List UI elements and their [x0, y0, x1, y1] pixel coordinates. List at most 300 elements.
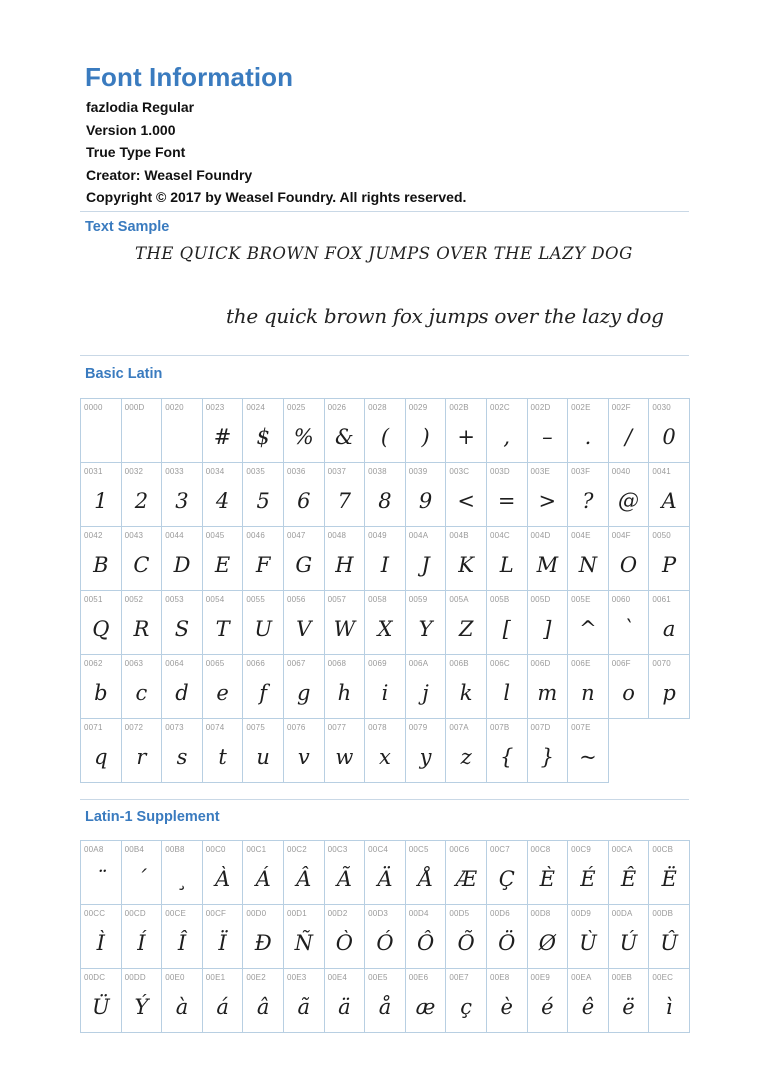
glyph-code: 00E0: [165, 973, 185, 982]
glyph-code: 002C: [489, 403, 510, 412]
glyph-code: 00E3: [286, 973, 307, 982]
glyph-sample: a: [662, 617, 676, 641]
glyph-code: 0038: [368, 467, 387, 476]
glyph-cell: [406, 591, 447, 655]
glyph-cell: [162, 969, 203, 1033]
glyph-sample: à: [175, 995, 189, 1019]
glyph-code: 0030: [652, 403, 671, 412]
glyph-code: 007D: [530, 723, 551, 732]
glyph-sample: Å: [417, 867, 434, 891]
glyph-code: 0024: [246, 403, 265, 412]
glyph-sample: W: [333, 617, 356, 641]
glyph-code: 0045: [205, 531, 225, 540]
glyph-sample: D: [173, 553, 191, 577]
glyph-code: 00C8: [530, 845, 551, 854]
glyph-cell: [284, 841, 325, 905]
glyph-code: 0000: [84, 403, 103, 412]
glyph-cell: [568, 655, 609, 719]
glyph-code: 00DA: [611, 909, 633, 918]
glyph-sample: +: [457, 425, 475, 449]
glyph-cell: [81, 591, 122, 655]
glyph-cell: [609, 463, 650, 527]
glyph-cell: [243, 591, 284, 655]
glyph-cell: [406, 655, 447, 719]
glyph-sample: r: [136, 745, 147, 769]
glyph-cell: [365, 591, 406, 655]
glyph-code: 0062: [84, 659, 103, 668]
glyph-cell: [325, 905, 366, 969]
glyph-code: 0049: [368, 531, 387, 540]
glyph-sample: u: [256, 745, 270, 769]
glyph-code: 004F: [611, 531, 631, 540]
glyph-sample: Û: [660, 931, 678, 955]
glyph-code: 0061: [652, 595, 671, 604]
glyph-sample: x: [379, 745, 391, 769]
glyph-sample: n: [581, 681, 595, 705]
glyph-sample: h: [337, 681, 352, 705]
glyph-cell: [487, 591, 528, 655]
glyph-code: 0055: [246, 595, 265, 604]
glyph-code: 00EB: [611, 973, 633, 982]
empty-cell: [609, 719, 650, 783]
glyph-code: 0076: [286, 723, 306, 732]
glyph-sample: ê: [581, 995, 595, 1019]
glyph-code: 00D1: [286, 909, 307, 918]
glyph-code: 002E: [571, 403, 591, 412]
glyph-sample: ): [421, 425, 430, 449]
glyph-cell: [365, 399, 406, 463]
glyph-cell: [325, 527, 366, 591]
glyph-cell: [325, 719, 366, 783]
glyph-code: 0059: [408, 595, 428, 604]
glyph-cell: [406, 969, 447, 1033]
glyph-code: 0056: [286, 595, 306, 604]
glyph-sample: ã: [297, 995, 311, 1019]
glyph-code: 0052: [124, 595, 144, 604]
glyph-cell: [446, 655, 487, 719]
glyph-cell: [365, 655, 406, 719]
glyph-code: 002B: [449, 403, 469, 412]
glyph-code: 0065: [205, 659, 225, 668]
glyph-cell: [81, 841, 122, 905]
glyph-code: 0026: [327, 403, 347, 412]
glyph-cell: [162, 399, 203, 463]
glyph-code: 0078: [368, 723, 387, 732]
glyph-code: 006C: [489, 659, 510, 668]
glyph-sample: F: [255, 553, 271, 577]
glyph-cell: [162, 841, 203, 905]
glyph-sample: f: [259, 681, 268, 705]
glyph-sample: ¨: [95, 867, 107, 891]
glyph-cell: [203, 655, 244, 719]
glyph-sample: B: [93, 553, 109, 577]
divider: [80, 211, 689, 212]
glyph-cell: [446, 591, 487, 655]
glyph-sample: Ì: [96, 931, 105, 955]
glyph-cell: [284, 655, 325, 719]
glyph-cell: [203, 399, 244, 463]
glyph-cell: [568, 399, 609, 463]
glyph-cell: [81, 719, 122, 783]
glyph-code: 0043: [124, 531, 144, 540]
glyph-code: 00D5: [449, 909, 470, 918]
glyph-cell: [162, 719, 203, 783]
glyph-code: 0069: [368, 659, 387, 668]
glyph-cell: [162, 905, 203, 969]
glyph-code: 0039: [408, 467, 428, 476]
glyph-sample: &: [335, 425, 354, 449]
glyph-sample: 6: [297, 489, 311, 513]
glyph-sample: i: [381, 681, 389, 705]
glyph-cell: [406, 527, 447, 591]
glyph-cell: [649, 527, 690, 591]
glyph-sample: Í: [137, 931, 146, 955]
glyph-cell: [609, 905, 650, 969]
glyph-cell: [609, 655, 650, 719]
glyph-code: 003D: [489, 467, 510, 476]
glyph-cell: [649, 399, 690, 463]
glyph-code: 00C6: [449, 845, 470, 854]
glyph-code: 007E: [571, 723, 591, 732]
glyph-code: 007A: [449, 723, 469, 732]
glyph-code: 005D: [530, 595, 551, 604]
glyph-cell: [568, 719, 609, 783]
glyph-code: 003F: [571, 467, 591, 476]
glyph-code: 0064: [165, 659, 184, 668]
glyph-cell: [528, 527, 569, 591]
glyph-code: 003E: [530, 467, 551, 476]
glyph-code: 00D3: [368, 909, 389, 918]
glyph-cell: [487, 969, 528, 1033]
glyph-sample: [: [502, 617, 511, 641]
font-type: True Type Font: [86, 144, 186, 160]
glyph-cell: [203, 463, 244, 527]
font-version: Version 1.000: [86, 121, 176, 138]
glyph-code: 00E7: [449, 973, 469, 982]
glyph-code: 00CD: [124, 909, 146, 918]
glyph-code: 00E1: [205, 973, 226, 982]
glyph-code: 00D8: [530, 909, 551, 918]
glyph-sample: <: [457, 489, 475, 513]
glyph-sample: 4: [215, 489, 230, 513]
glyph-code: 006A: [408, 659, 429, 668]
glyph-cell: [649, 591, 690, 655]
glyph-sample: È: [539, 867, 555, 891]
font-copyright: Copyright © 2017 by Weasel Foundry. All rights reserved.: [86, 189, 467, 205]
glyph-cell: [284, 399, 325, 463]
glyph-code: 006F: [611, 659, 631, 668]
glyph-code: 0072: [124, 723, 144, 732]
font-creator: Creator: Weasel Foundry: [86, 166, 253, 183]
glyph-code: 005B: [489, 595, 510, 604]
glyph-code: 0032: [124, 467, 144, 476]
glyph-sample: Z: [458, 617, 474, 641]
glyph-sample: ?: [582, 489, 594, 513]
glyph-cell: [81, 655, 122, 719]
glyph-sample: ì: [665, 995, 673, 1019]
glyph-sample: Ç: [498, 867, 515, 891]
divider: [80, 355, 689, 356]
glyph-code: 0075: [246, 723, 265, 732]
glyph-code: 0074: [205, 723, 225, 732]
glyph-cell: [243, 905, 284, 969]
glyph-sample: 7: [337, 489, 352, 513]
glyph-cell: [609, 527, 650, 591]
glyph-sample: Á: [255, 867, 271, 891]
glyph-sample: E: [214, 553, 231, 577]
glyph-cell: [649, 905, 690, 969]
glyph-code: 00DB: [652, 909, 674, 918]
glyph-code: 0070: [652, 659, 671, 668]
glyph-sample: M: [536, 553, 559, 577]
glyph-cell: [406, 719, 447, 783]
glyph-cell: [487, 841, 528, 905]
glyph-cell: [487, 905, 528, 969]
glyph-code: 00DD: [124, 973, 146, 982]
glyph-cell: [487, 655, 528, 719]
glyph-code: 00EC: [652, 973, 674, 982]
glyph-sample: á: [216, 995, 229, 1019]
glyph-cell: [325, 463, 366, 527]
glyph-code: 0029: [408, 403, 428, 412]
glyph-sample: Ð: [254, 931, 272, 955]
glyph-code: 00C7: [489, 845, 510, 854]
glyph-sample: Ø: [538, 931, 556, 955]
glyph-sample: s: [176, 745, 188, 769]
glyph-sample: L: [499, 553, 514, 577]
glyph-cell: [122, 719, 163, 783]
glyph-code: 0054: [205, 595, 225, 604]
glyph-cell: [203, 969, 244, 1033]
glyph-cell: [325, 969, 366, 1033]
glyph-code: 0053: [165, 595, 184, 604]
glyph-sample: ë: [622, 995, 635, 1019]
glyph-cell: [568, 905, 609, 969]
glyph-sample: j: [422, 681, 429, 705]
glyph-sample: é: [541, 995, 554, 1019]
glyph-cell: [122, 399, 163, 463]
glyph-code: 004A: [408, 531, 429, 540]
glyph-code: 00C9: [571, 845, 592, 854]
glyph-sample: m: [537, 681, 558, 705]
glyph-sample: T: [215, 617, 230, 641]
glyph-code: 0073: [165, 723, 184, 732]
glyph-cell: [325, 841, 366, 905]
glyph-cell: [243, 463, 284, 527]
font-name: fazlodia Regular: [86, 99, 195, 115]
glyph-sample: J: [421, 553, 430, 577]
glyph-code: 004E: [571, 531, 591, 540]
glyph-sample: 3: [175, 489, 189, 513]
glyph-cell: [609, 591, 650, 655]
glyph-code: 00B8: [165, 845, 185, 854]
glyph-code: 0040: [611, 467, 631, 476]
glyph-sample: Æ: [455, 867, 477, 891]
glyph-sample: d: [175, 681, 189, 705]
glyph-code: 007B: [489, 723, 510, 732]
glyph-sample: Ù: [579, 931, 597, 955]
glyph-cell: [487, 463, 528, 527]
glyph-cell: [243, 969, 284, 1033]
glyph-cell: [487, 399, 528, 463]
glyph-code: 0048: [327, 531, 347, 540]
glyph-sample: Ñ: [294, 931, 313, 955]
glyph-sample: ,: [503, 425, 511, 449]
glyph-code: 0050: [652, 531, 671, 540]
glyph-code: 00D4: [408, 909, 429, 918]
glyph-sample: è: [500, 995, 513, 1019]
glyph-cell: [365, 719, 406, 783]
glyph-cell: [649, 655, 690, 719]
glyph-cell: [528, 591, 569, 655]
glyph-sample: ^: [579, 617, 597, 641]
glyph-sample: A: [661, 489, 677, 513]
glyph-cell: [609, 399, 650, 463]
glyph-sample: P: [662, 553, 677, 577]
glyph-sample: Ý: [134, 995, 149, 1019]
glyph-sample: Ó: [376, 931, 394, 955]
glyph-sample: ~: [579, 745, 597, 769]
glyph-cell: [243, 399, 284, 463]
glyph-cell: [243, 527, 284, 591]
glyph-sample: q: [94, 745, 108, 769]
glyph-sample: G: [295, 553, 313, 577]
glyph-sample: b: [94, 681, 108, 705]
glyph-sample: z: [460, 745, 472, 769]
glyph-sample: K: [458, 553, 474, 577]
glyph-cell: [446, 841, 487, 905]
glyph-cell: [568, 527, 609, 591]
glyph-sample: .: [584, 425, 592, 449]
glyph-code: 006B: [449, 659, 469, 668]
glyph-cell: [162, 527, 203, 591]
glyph-sample: Y: [418, 617, 433, 641]
glyph-cell: [284, 527, 325, 591]
glyph-code: 0037: [327, 467, 347, 476]
glyph-cell: [243, 841, 284, 905]
glyph-sample: Â: [296, 867, 312, 891]
glyph-sample: g: [297, 681, 311, 705]
glyph-sample: Ü: [91, 995, 110, 1019]
glyph-sample: 2: [134, 489, 149, 513]
glyph-cell: [406, 399, 447, 463]
glyph-code: 0068: [327, 659, 347, 668]
glyph-cell: [528, 463, 569, 527]
glyph-cell: [81, 905, 122, 969]
glyph-code: 0023: [205, 403, 225, 412]
glyph-sample: S: [174, 617, 190, 641]
glyph-code: 0025: [286, 403, 306, 412]
glyph-sample: O: [619, 553, 638, 577]
glyph-sample: Ô: [416, 931, 435, 955]
glyph-sample: o: [622, 681, 635, 705]
glyph-cell: [162, 591, 203, 655]
glyph-code: 00DC: [84, 973, 106, 982]
glyph-cell: [528, 719, 569, 783]
glyph-code: 005A: [449, 595, 469, 604]
glyph-code: 00D2: [327, 909, 348, 918]
glyph-cell: [446, 463, 487, 527]
glyph-sample: %: [293, 425, 314, 449]
glyph-sample: Ä: [377, 867, 393, 891]
glyph-cell: [162, 655, 203, 719]
glyph-cell: [122, 591, 163, 655]
glyph-cell: [487, 527, 528, 591]
glyph-code: 00E9: [530, 973, 551, 982]
glyph-code: 00E4: [327, 973, 348, 982]
glyph-sample: ]: [543, 617, 552, 641]
section-heading-basic-latin: Basic Latin: [85, 366, 163, 382]
glyph-cell: [325, 591, 366, 655]
glyph-sample: @: [618, 489, 640, 513]
glyph-sample: #: [213, 425, 232, 449]
glyph-code: 00D9: [571, 909, 592, 918]
glyph-grid-basic-latin: [80, 398, 690, 783]
glyph-sample: e: [216, 681, 229, 705]
glyph-code: 0079: [408, 723, 428, 732]
glyph-sample: ´: [136, 867, 147, 891]
glyph-code: 003C: [449, 467, 470, 476]
glyph-sample: p: [662, 681, 676, 705]
glyph-sample: =: [497, 489, 516, 513]
glyph-code: 00CC: [84, 909, 106, 918]
glyph-code: 0036: [286, 467, 306, 476]
glyph-code: 00B4: [124, 845, 145, 854]
glyph-cell: [284, 719, 325, 783]
glyph-code: 00CE: [165, 909, 186, 918]
glyph-code: 00EA: [571, 973, 592, 982]
glyph-cell: [568, 463, 609, 527]
section-heading-text-sample: Text Sample: [85, 219, 170, 235]
glyph-cell: [446, 527, 487, 591]
glyph-cell: [122, 905, 163, 969]
glyph-code: 00C1: [246, 845, 267, 854]
glyph-cell: [528, 905, 569, 969]
glyph-sample: Ã: [336, 867, 352, 891]
glyph-code: 004D: [530, 531, 551, 540]
glyph-code: 0057: [327, 595, 347, 604]
glyph-sample: v: [297, 745, 310, 769]
glyph-code: 00E8: [489, 973, 510, 982]
glyph-sample: C: [133, 553, 150, 577]
glyph-code: 0044: [165, 531, 184, 540]
glyph-sample: Ê: [620, 867, 637, 891]
glyph-cell: [365, 969, 406, 1033]
glyph-sample: H: [335, 553, 354, 577]
glyph-code: 0028: [368, 403, 387, 412]
glyph-sample: >: [538, 489, 557, 513]
glyph-code: 0060: [611, 595, 631, 604]
glyph-sample: Q: [92, 617, 110, 641]
glyph-code: 00D0: [246, 909, 267, 918]
glyph-code: 0066: [246, 659, 265, 668]
glyph-code: 004C: [489, 531, 510, 540]
glyph-sample: U: [254, 617, 273, 641]
glyph-code: 0058: [368, 595, 387, 604]
glyph-code: 0020: [165, 403, 184, 412]
glyph-cell: [446, 969, 487, 1033]
glyph-code: 00C5: [408, 845, 429, 854]
glyph-cell: [568, 969, 609, 1033]
section-heading-latin1: Latin-1 Supplement: [85, 809, 220, 825]
glyph-code: 0047: [286, 531, 306, 540]
glyph-cell: [122, 463, 163, 527]
glyph-sample: Ï: [218, 931, 227, 955]
glyph-cell: [162, 463, 203, 527]
glyph-sample: Õ: [457, 931, 475, 955]
glyph-cell: [122, 655, 163, 719]
glyph-code: 002D: [530, 403, 551, 412]
